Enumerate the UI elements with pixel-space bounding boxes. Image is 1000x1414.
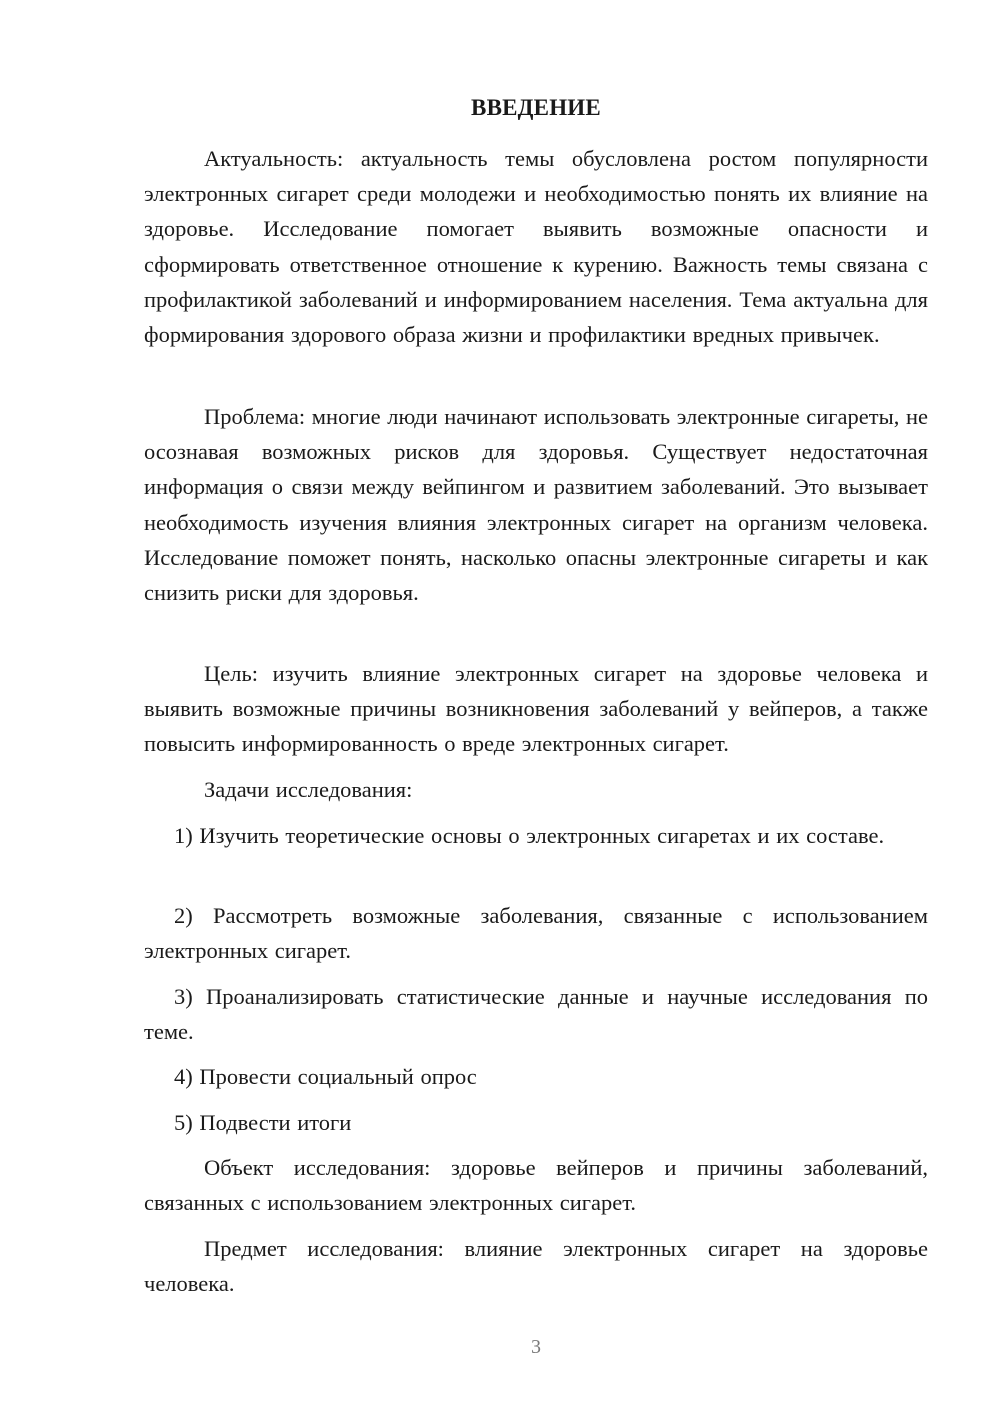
tasks-heading: Задачи исследования: xyxy=(204,777,413,802)
subject-paragraph: Предмет исследования: влияние электронных сигарет на здоровье человека. xyxy=(144,1236,928,1297)
page-number: 3 xyxy=(531,1336,541,1358)
task-item-4: 4) Провести социальный опрос xyxy=(174,1064,477,1089)
task-item-5: 5) Подвести итоги xyxy=(174,1110,352,1135)
relevance-paragraph: Актуальность: актуальность темы обусловлена ростом популярности электронных сигарет среди молодежи и необходимостью понять их влияние на здоровье. Исследование помогает выявить возможные опасности и сформировать ответственное отношение к курению. Важность темы связана с профилактикой заболеваний и информированием населения. Тема актуальна для формирования здорового образа жизни и профилактики вредных привычек. xyxy=(144,146,928,348)
goal-paragraph: Цель: изучить влияние электронных сигарет на здоровье человека и выявить возможные причины возникновения заболеваний у вейперов, а также повысить информированность о вреде электронных сигарет. xyxy=(144,661,928,757)
task-item-3: 3) Проанализировать статистические данные и научные исследования по теме. xyxy=(144,984,928,1045)
page-title: ВВЕДЕНИЕ xyxy=(471,95,601,120)
problem-paragraph: Проблема: многие люди начинают использовать электронные сигареты, не осознавая возможных рисков для здоровья. Существует недостаточная информация о связи между вейпингом и развитием заболеваний. Это вызывает необходимость изучения влияния электронных сигарет на организм человека. Исследование поможет понять, насколько опасны электронные сигареты и как снизить риски для здоровья. xyxy=(144,404,928,606)
object-paragraph: Объект исследования: здоровье вейперов и причины заболеваний, связанных с использованием электронных сигарет. xyxy=(144,1155,928,1216)
task-item-1: 1) Изучить теоретические основы о электронных сигаретах и их составе. xyxy=(174,823,885,848)
task-item-2: 2) Рассмотреть возможные заболевания, связанные с использованием электронных сигарет. xyxy=(144,903,928,964)
